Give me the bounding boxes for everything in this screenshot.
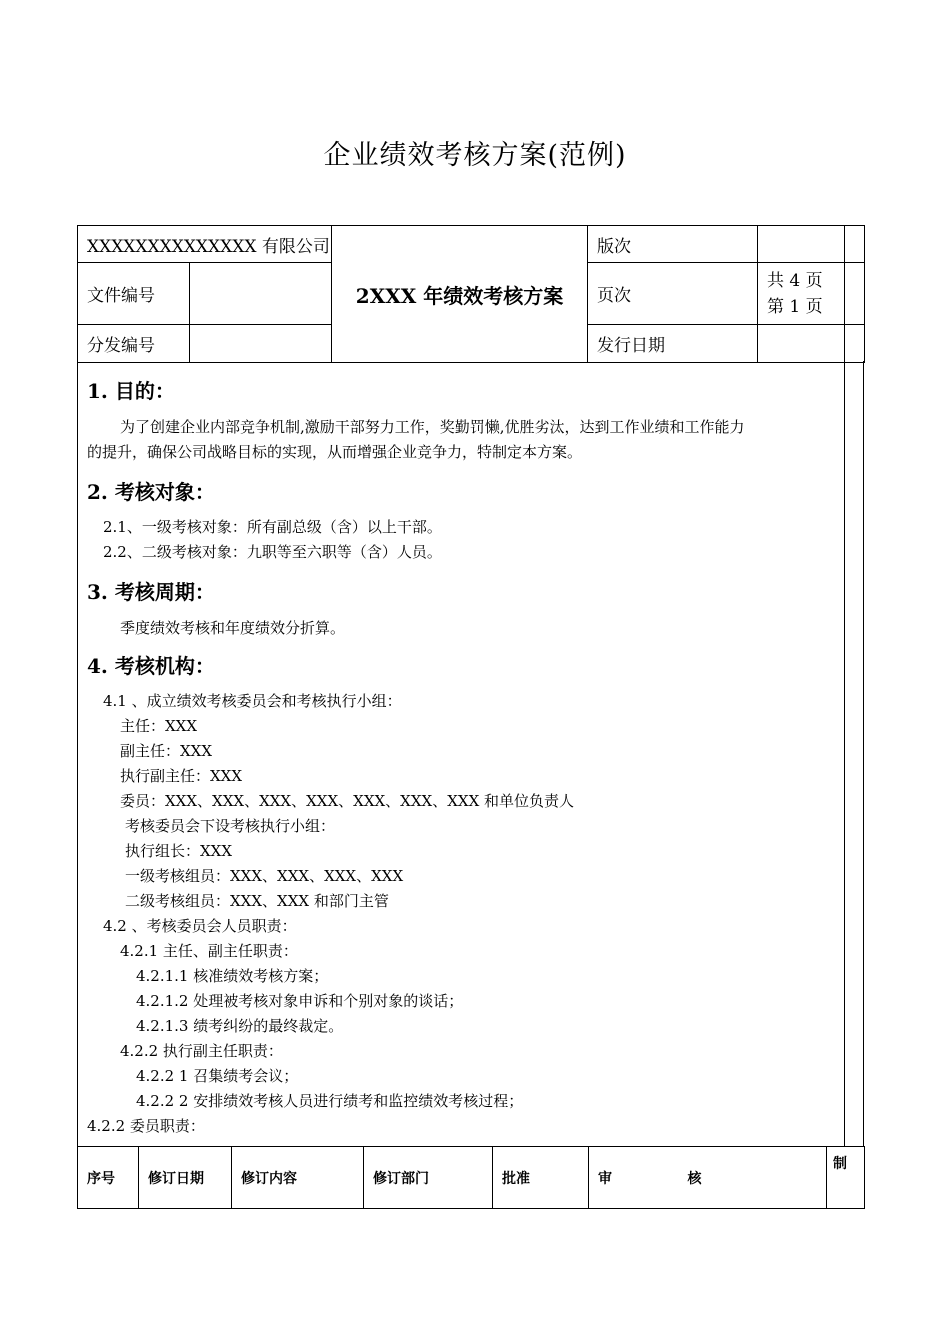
section-heading: 2. 考核对象： bbox=[87, 480, 215, 504]
paragraph-line: 执行组长：XXX bbox=[125, 842, 233, 860]
revision-table bbox=[77, 1146, 865, 1209]
paragraph-line: 考核委员会下设考核执行小组： bbox=[125, 817, 336, 835]
margin-rule bbox=[844, 361, 845, 1147]
paragraph-line: 2.1、一级考核对象：所有副总级（含）以上干部。 bbox=[103, 518, 442, 536]
paragraph-line: 季度绩效考核和年度绩效分折算。 bbox=[120, 619, 346, 637]
revision-header-prepare: 制 bbox=[827, 1147, 865, 1209]
version-value bbox=[758, 226, 845, 263]
paragraph-line: 4.2 、考核委员会人员职责： bbox=[103, 917, 297, 935]
revision-header-date: 修订日期 bbox=[139, 1147, 232, 1209]
paragraph-line: 为了创建企业内部竞争机制,激励干部努力工作，奖勤罚懒,优胜劣汰，达到工作业绩和工作能力 bbox=[120, 418, 745, 436]
revision-header-review-1: 审 bbox=[589, 1147, 687, 1209]
plan-title: 2XXX 年绩效考核方案 bbox=[332, 226, 588, 363]
section-heading: 3. 考核周期： bbox=[87, 580, 215, 604]
revision-header-department: 修订部门 bbox=[364, 1147, 493, 1209]
paragraph-line: 4.2.1 主任、副主任职责： bbox=[120, 942, 298, 960]
document-title: 企业绩效考核方案(范例) bbox=[323, 140, 627, 171]
paragraph-line: 二级考核组员：XXX、XXX 和部门主管 bbox=[125, 892, 389, 910]
company-name: XXXXXXXXXXXXXX 有限公司 bbox=[78, 226, 332, 263]
file-number-label: 文件编号 bbox=[78, 263, 190, 325]
paragraph-line: 副主任：XXX bbox=[120, 742, 213, 760]
paragraph-line: 4.2.2 2 安排绩效考核人员进行绩考和监控绩效考核过程； bbox=[136, 1092, 524, 1110]
paragraph-line: 4.1 、成立绩效考核委员会和考核执行小组： bbox=[103, 692, 402, 710]
page-current: 第 1 页 bbox=[767, 296, 823, 317]
revision-header-review-2: 核 bbox=[687, 1147, 827, 1209]
header-margin-cell bbox=[845, 226, 865, 263]
distribution-number-label: 分发编号 bbox=[78, 325, 190, 363]
paragraph-line: 4.2.1.3 绩考纠纷的最终裁定。 bbox=[136, 1017, 344, 1035]
distribution-number-value bbox=[190, 325, 332, 363]
header-margin-cell bbox=[845, 325, 865, 363]
version-label: 版次 bbox=[588, 226, 758, 263]
paragraph-line: 4.2.2 执行副主任职责： bbox=[120, 1042, 283, 1060]
section-heading: 4. 考核机构： bbox=[87, 654, 215, 678]
revision-header-content: 修订内容 bbox=[232, 1147, 364, 1209]
paragraph-line: 委员：XXX、XXX、XXX、XXX、XXX、XXX、XXX 和单位负责人 bbox=[120, 792, 575, 810]
page-label: 页次 bbox=[588, 263, 758, 325]
document-header-table bbox=[77, 225, 865, 363]
paragraph-line: 4.2.1.1 核准绩效考核方案； bbox=[136, 967, 329, 985]
paragraph-line: 一级考核组员：XXX、XXX、XXX、XXX bbox=[125, 867, 404, 885]
issue-date-label: 发行日期 bbox=[588, 325, 758, 363]
paragraph-line: 4.2.1.2 处理被考核对象申诉和个别对象的谈话； bbox=[136, 992, 464, 1010]
revision-header-no: 序号 bbox=[78, 1147, 139, 1209]
paragraph-line: 4.2.2 1 召集绩考会议； bbox=[136, 1067, 299, 1085]
paragraph-line: 主任：XXX bbox=[120, 717, 198, 735]
file-number-value bbox=[190, 263, 332, 325]
paragraph-line: 2.2、二级考核对象：九职等至六职等（含）人员。 bbox=[103, 543, 442, 561]
issue-date-value bbox=[758, 325, 845, 363]
paragraph-line: 的提升，确保公司战略目标的实现，从而增强企业竞争力，特制定本方案。 bbox=[87, 443, 583, 461]
page-count bbox=[758, 263, 845, 325]
revision-header-approve: 批准 bbox=[493, 1147, 589, 1209]
paragraph-line: 4.2.2 委员职责： bbox=[87, 1117, 205, 1135]
section-heading: 1. 目的： bbox=[87, 379, 175, 403]
header-margin-cell bbox=[845, 263, 865, 325]
paragraph-line: 执行副主任：XXX bbox=[120, 767, 243, 785]
page-total: 共 4 页 bbox=[767, 270, 823, 291]
